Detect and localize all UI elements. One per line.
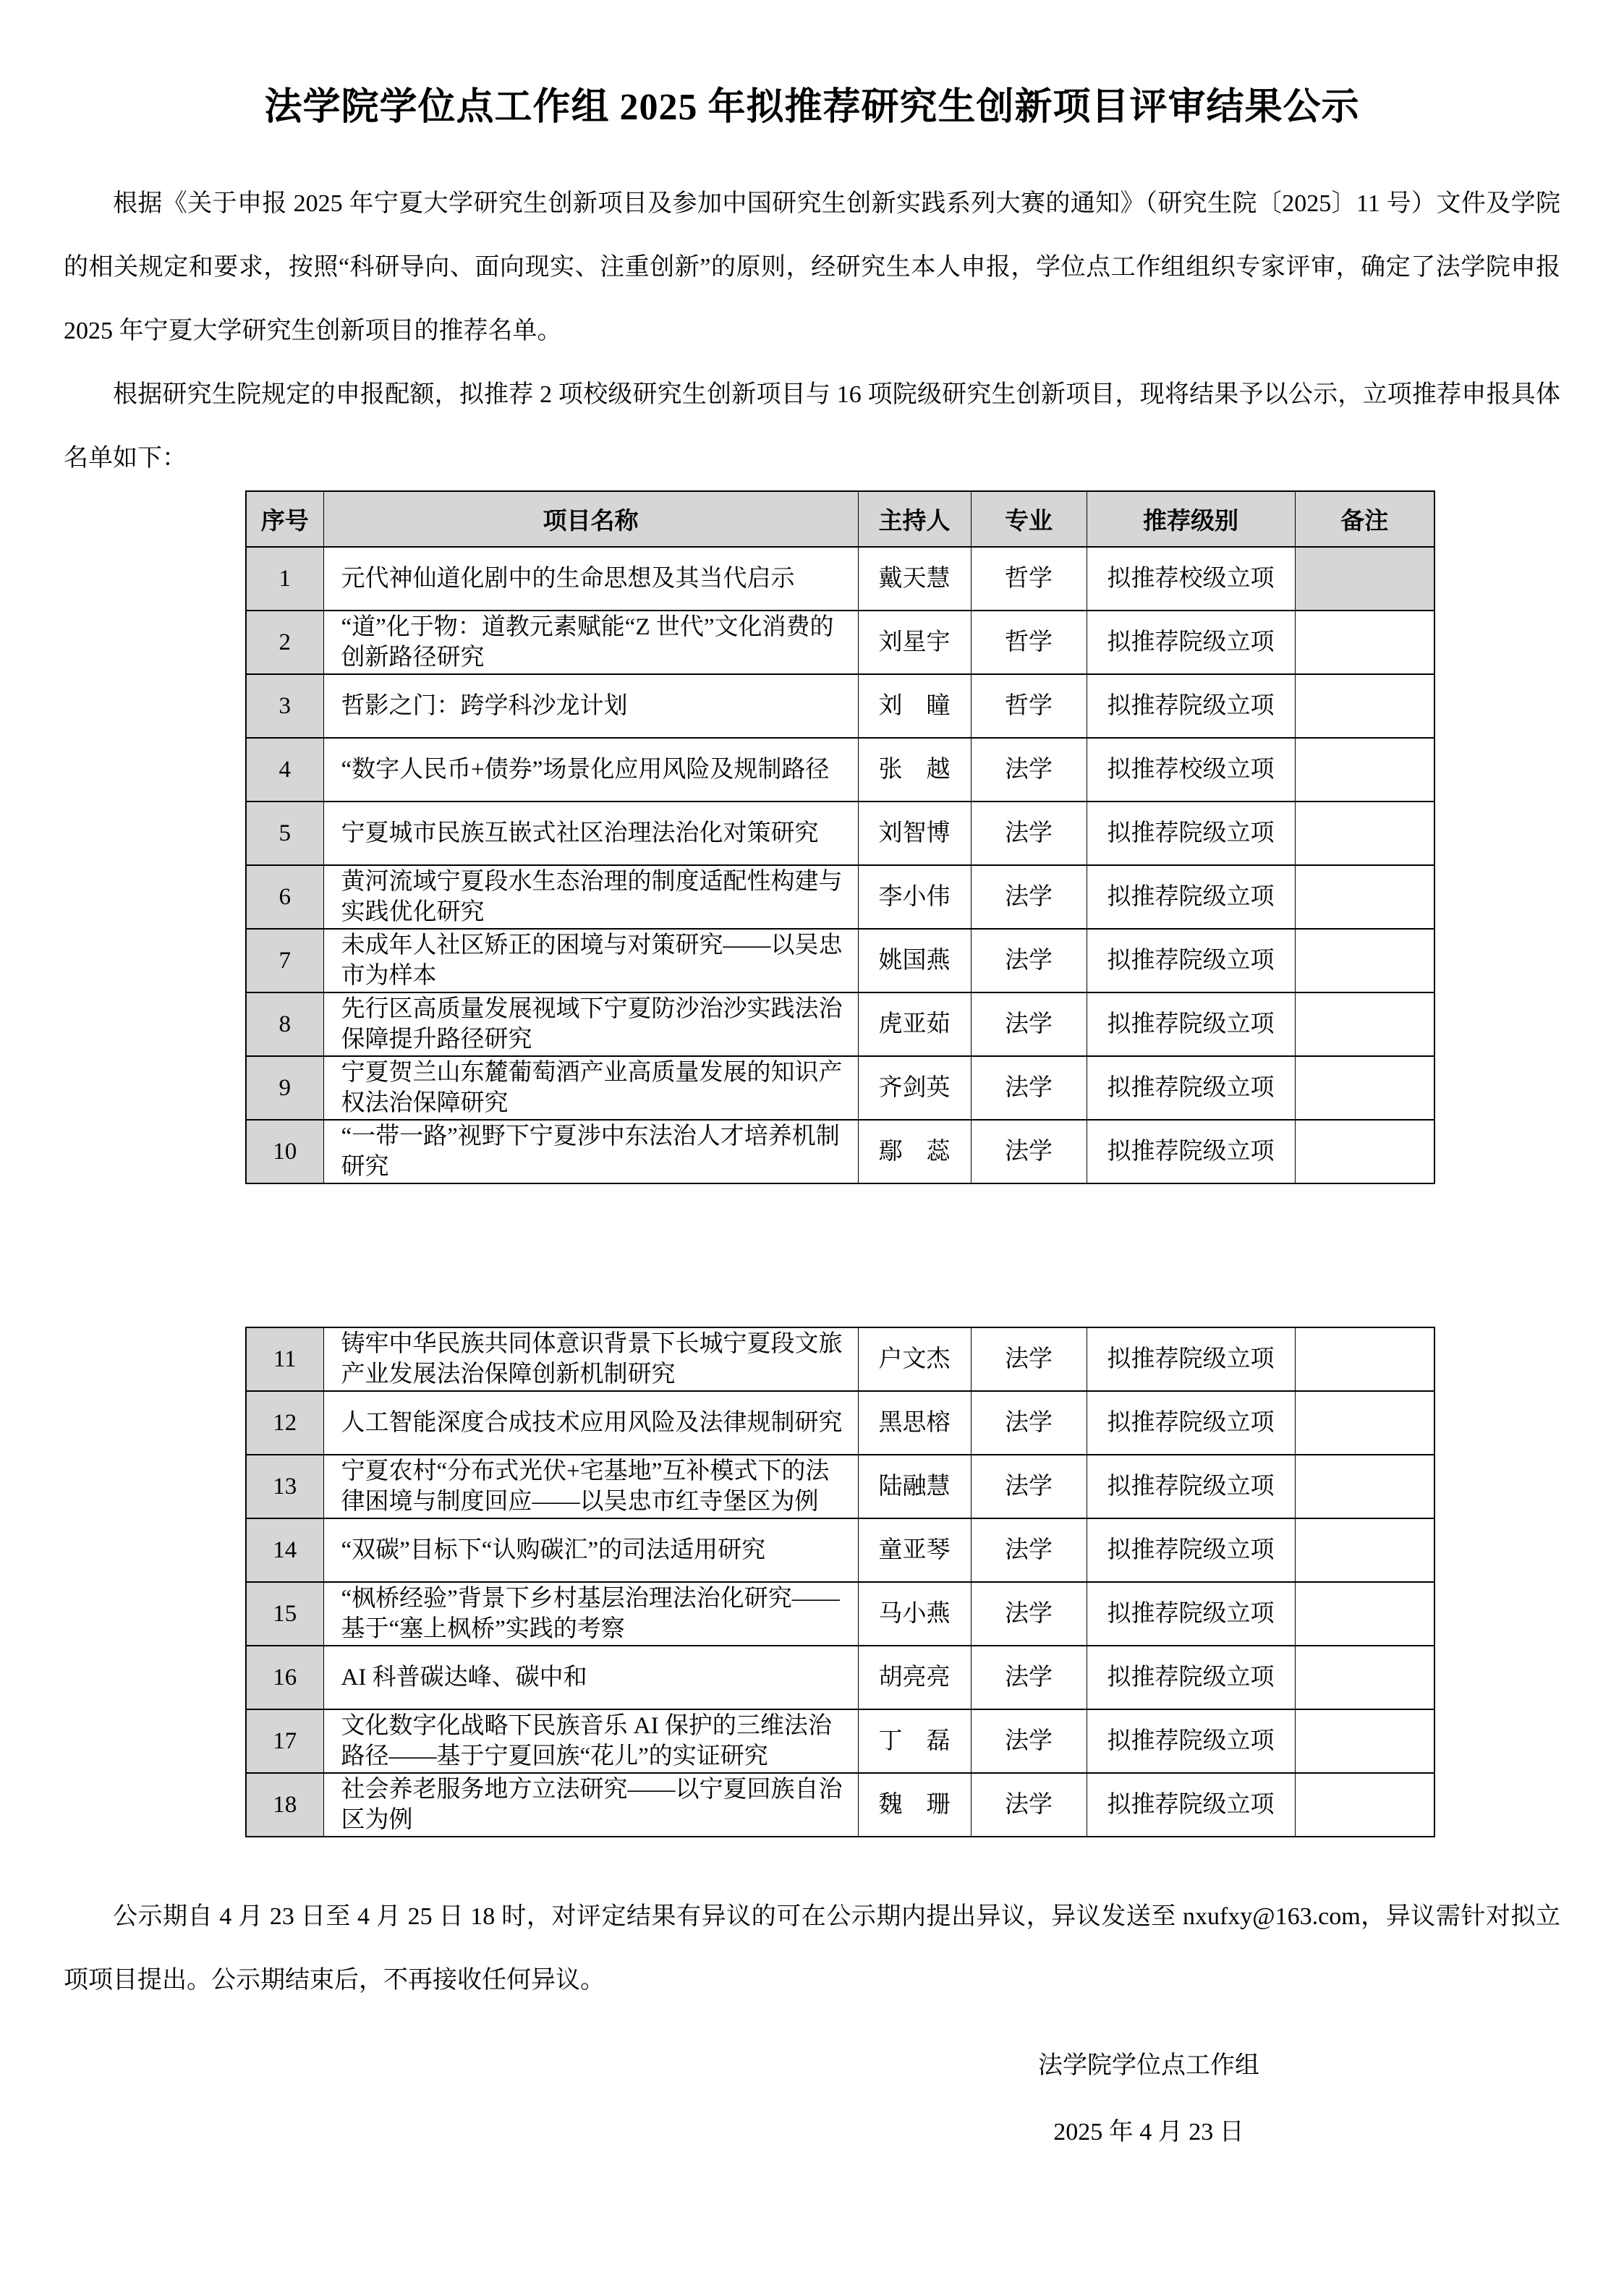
cell-major: 法学 (971, 1582, 1087, 1646)
cell-leader: 戴天慧 (858, 547, 971, 611)
cell-level: 拟推荐校级立项 (1087, 738, 1295, 802)
cell-major: 法学 (971, 1518, 1087, 1582)
cell-index: 18 (246, 1773, 323, 1837)
cell-note (1295, 1391, 1434, 1455)
cell-major: 法学 (971, 1709, 1087, 1773)
table-row (246, 1455, 1434, 1518)
cell-project-name: “双碳”目标下“认购碳汇”的司法适用研究 (323, 1518, 858, 1582)
cell-note (1295, 1120, 1434, 1183)
cell-project-name: AI 科普碳达峰、碳中和 (323, 1646, 858, 1709)
cell-leader: 刘星宇 (858, 611, 971, 674)
cell-project-name: 宁夏贺兰山东麓葡萄酒产业高质量发展的知识产权法治保障研究 (323, 1056, 858, 1120)
cell-project-name: “数字人民币+债券”场景化应用风险及规制路径 (323, 738, 858, 802)
cell-project-name: “枫桥经验”背景下乡村基层治理法治化研究——基于“塞上枫桥”实践的考察 (323, 1582, 858, 1646)
cell-leader: 刘 瞳 (858, 674, 971, 738)
cell-leader: 魏 珊 (858, 1773, 971, 1837)
cell-note (1295, 1646, 1434, 1709)
cell-index: 10 (246, 1120, 323, 1183)
cell-leader: 张 越 (858, 738, 971, 802)
table-row (246, 992, 1434, 1056)
cell-leader: 童亚琴 (858, 1518, 971, 1582)
cell-note (1295, 1327, 1434, 1391)
cell-note (1295, 1709, 1434, 1773)
cell-level: 拟推荐院级立项 (1087, 1455, 1295, 1518)
table-row (246, 1120, 1434, 1183)
cell-major: 哲学 (971, 611, 1087, 674)
cell-level: 拟推荐院级立项 (1087, 1056, 1295, 1120)
cell-major: 法学 (971, 802, 1087, 865)
cell-project-name: 黄河流域宁夏段水生态治理的制度适配性构建与实践优化研究 (323, 865, 858, 929)
cell-leader: 马小燕 (858, 1582, 971, 1646)
cell-note (1295, 865, 1434, 929)
table-row (246, 1646, 1434, 1709)
cell-project-name: 未成年人社区矫正的困境与对策研究——以吴忠市为样本 (323, 929, 858, 992)
cell-index: 1 (246, 547, 323, 611)
page-title: 法学院学位点工作组 2025 年拟推荐研究生创新项目评审结果公示 (264, 87, 1360, 128)
table-row (246, 1391, 1434, 1455)
header-leader: 主持人 (858, 491, 971, 547)
intro-paragraph: 根据《关于申报 2025 年宁夏大学研究生创新项目及参加中国研究生创新实践系列大赛的通知》（研究生院〔2025〕11 号）文件及学院的相关规定和要求，按照“科研导向、面向现实、注重创新”的原则，经研究生本人申报，学位点工作组组织专家评审，确定了法学院申报 2025 年宁夏大学研究生创新项目的推荐名单。 (64, 190, 1560, 344)
header-project-name: 项目名称 (323, 491, 858, 547)
cell-leader: 丁 磊 (858, 1709, 971, 1773)
cell-major: 哲学 (971, 674, 1087, 738)
table-row (246, 1056, 1434, 1120)
cell-leader: 虎亚茹 (858, 992, 971, 1056)
cell-leader: 刘智博 (858, 802, 971, 865)
cell-major: 法学 (971, 1646, 1087, 1709)
cell-index: 2 (246, 611, 323, 674)
header-note: 备注 (1295, 491, 1434, 547)
signature-date: 2025 年 4 月 23 日 (1053, 2119, 1244, 2146)
table-row (246, 865, 1434, 929)
cell-leader: 齐剑英 (858, 1056, 971, 1120)
cell-project-name: 宁夏农村“分布式光伏+宅基地”互补模式下的法律困境与制度回应——以吴忠市红寺堡区为例 (323, 1455, 858, 1518)
table-row (246, 547, 1434, 611)
cell-leader: 黑思榕 (858, 1391, 971, 1455)
signature-block (1038, 2033, 1259, 2166)
cell-index: 7 (246, 929, 323, 992)
objection-paragraph: 公示期自 4 月 23 日至 4 月 25 日 18 时，对评定结果有异议的可在公示期内提出异议，异议发送至 nxufxy@163.com，异议需针对拟立项项目提出。公示期结束后，不再接收任何异议。 (64, 1903, 1560, 1994)
cell-project-name: 哲影之门：跨学科沙龙计划 (323, 674, 858, 738)
projects-table-part2 (245, 1327, 1434, 1837)
cell-note (1295, 547, 1434, 611)
cell-major: 法学 (971, 992, 1087, 1056)
cell-project-name: 宁夏城市民族互嵌式社区治理法治化对策研究 (323, 802, 858, 865)
cell-leader: 李小伟 (858, 865, 971, 929)
table-header-row (246, 491, 1434, 547)
header-level: 推荐级别 (1087, 491, 1295, 547)
cell-project-name: “一带一路”视野下宁夏涉中东法治人才培养机制研究 (323, 1120, 858, 1183)
cell-note (1295, 1056, 1434, 1120)
cell-note (1295, 611, 1434, 674)
cell-project-name: 文化数字化战略下民族音乐 AI 保护的三维法治路径——基于宁夏回族“花儿”的实证研究 (323, 1709, 858, 1773)
cell-level: 拟推荐院级立项 (1087, 674, 1295, 738)
cell-project-name: “道”化于物：道教元素赋能“Z 世代”文化消费的创新路径研究 (323, 611, 858, 674)
projects-table-part1 (245, 490, 1434, 1184)
table-row (246, 929, 1434, 992)
cell-note (1295, 674, 1434, 738)
cell-level: 拟推荐院级立项 (1087, 1120, 1295, 1183)
cell-major: 法学 (971, 1056, 1087, 1120)
quota-paragraph: 根据研究生院规定的申报配额，拟推荐 2 项校级研究生创新项目与 16 项院级研究生创新项目，现将结果予以公示，立项推荐申报具体名单如下： (64, 381, 1560, 472)
cell-level: 拟推荐院级立项 (1087, 802, 1295, 865)
cell-note (1295, 992, 1434, 1056)
cell-level: 拟推荐院级立项 (1087, 865, 1295, 929)
cell-index: 14 (246, 1518, 323, 1582)
cell-leader: 陆融慧 (858, 1455, 971, 1518)
cell-leader: 鄢 蕊 (858, 1120, 971, 1183)
cell-major: 法学 (971, 929, 1087, 992)
cell-index: 8 (246, 992, 323, 1056)
projects-table-continued (245, 1327, 1435, 1837)
cell-level: 拟推荐院级立项 (1087, 611, 1295, 674)
cell-major: 法学 (971, 738, 1087, 802)
cell-major: 法学 (971, 1773, 1087, 1837)
table-row (246, 611, 1434, 674)
cell-level: 拟推荐院级立项 (1087, 1327, 1295, 1391)
table-row (246, 1709, 1434, 1773)
table-row (246, 738, 1434, 802)
cell-major: 哲学 (971, 547, 1087, 611)
cell-note (1295, 1773, 1434, 1837)
signature-org: 法学院学位点工作组 (1038, 2052, 1259, 2079)
cell-major: 法学 (971, 1455, 1087, 1518)
header-index: 序号 (246, 491, 323, 547)
cell-major: 法学 (971, 1391, 1087, 1455)
cell-level: 拟推荐院级立项 (1087, 1518, 1295, 1582)
cell-level: 拟推荐院级立项 (1087, 1646, 1295, 1709)
cell-note (1295, 1582, 1434, 1646)
cell-index: 12 (246, 1391, 323, 1455)
cell-index: 4 (246, 738, 323, 802)
cell-note (1295, 1518, 1434, 1582)
cell-index: 6 (246, 865, 323, 929)
cell-index: 9 (246, 1056, 323, 1120)
header-major: 专业 (971, 491, 1087, 547)
cell-note (1295, 802, 1434, 865)
cell-index: 17 (246, 1709, 323, 1773)
cell-index: 15 (246, 1582, 323, 1646)
cell-note (1295, 738, 1434, 802)
cell-index: 13 (246, 1455, 323, 1518)
cell-leader: 户文杰 (858, 1327, 971, 1391)
table-row (246, 674, 1434, 738)
cell-project-name: 铸牢中华民族共同体意识背景下长城宁夏段文旅产业发展法治保障创新机制研究 (323, 1327, 858, 1391)
cell-project-name: 人工智能深度合成技术应用风险及法律规制研究 (323, 1391, 858, 1455)
cell-major: 法学 (971, 1120, 1087, 1183)
cell-index: 11 (246, 1327, 323, 1391)
table-row (246, 1582, 1434, 1646)
cell-index: 5 (246, 802, 323, 865)
cell-note (1295, 929, 1434, 992)
cell-level: 拟推荐校级立项 (1087, 547, 1295, 611)
cell-major: 法学 (971, 865, 1087, 929)
cell-index: 3 (246, 674, 323, 738)
cell-level: 拟推荐院级立项 (1087, 1582, 1295, 1646)
cell-leader: 胡亮亮 (858, 1646, 971, 1709)
table-row (246, 1327, 1434, 1391)
table-row (246, 1773, 1434, 1837)
table-row (246, 802, 1434, 865)
cell-level: 拟推荐院级立项 (1087, 1391, 1295, 1455)
cell-level: 拟推荐院级立项 (1087, 992, 1295, 1056)
table-row (246, 1518, 1434, 1582)
cell-level: 拟推荐院级立项 (1087, 1709, 1295, 1773)
cell-level: 拟推荐院级立项 (1087, 1773, 1295, 1837)
cell-project-name: 元代神仙道化剧中的生命思想及其当代启示 (323, 547, 858, 611)
cell-project-name: 社会养老服务地方立法研究——以宁夏回族自治区为例 (323, 1773, 858, 1837)
cell-index: 16 (246, 1646, 323, 1709)
cell-major: 法学 (971, 1327, 1087, 1391)
cell-leader: 姚国燕 (858, 929, 971, 992)
cell-note (1295, 1455, 1434, 1518)
cell-project-name: 先行区高质量发展视域下宁夏防沙治沙实践法治保障提升路径研究 (323, 992, 858, 1056)
projects-table (245, 490, 1435, 1184)
cell-level: 拟推荐院级立项 (1087, 929, 1295, 992)
